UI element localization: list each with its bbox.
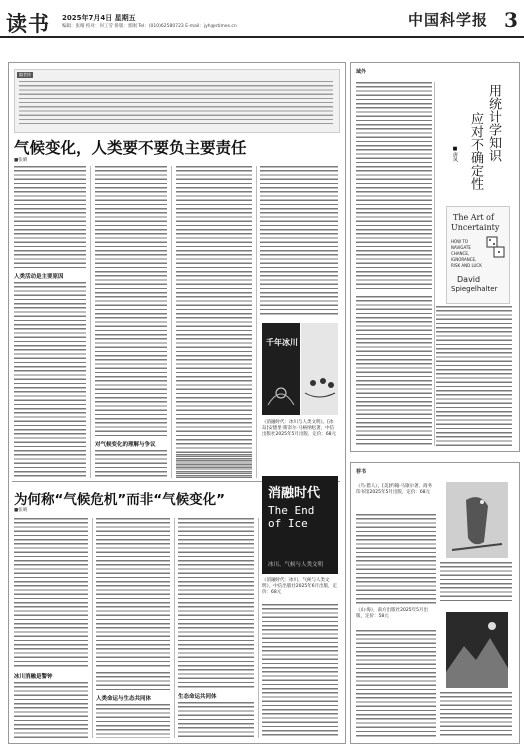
issue-date: 2025年7月4日 星期五 [62,14,136,22]
book2-title: 消融时代 [268,486,321,501]
book1-caption: 《消融时代：冰川与人类文明》，[冰岛]安德里·斯奈尔·马格纳松著，中信出版社2025年5月出版，定价：68元 [262,420,337,437]
page-number: 3 [504,8,518,32]
second-subhead-3: 生态命运共同体 [178,694,217,700]
mountain-illustration [446,612,508,688]
aou-tagline-1: HOW TO [451,239,468,244]
column-rule [434,82,435,446]
feature-subhead-1: 人类活动是主要原因 [14,274,64,280]
feature-col-2b [95,450,167,478]
book-cover-art-of-uncertainty [446,206,510,304]
recommend-col-2 [356,630,436,738]
paper-name: 中国科学报 [408,11,489,29]
second-byline: ■张晴 [14,508,28,513]
editor-line: 编辑：张晴 校对：何工劳 排版：郭刚 Tel：(010)62580723 E-mail：jyh@stimes.cn [62,24,237,29]
column-rule [92,518,93,738]
book-cover-bird [446,482,508,558]
column-rule [256,166,257,478]
second-col-4 [262,604,338,738]
feature-col-3 [176,166,252,478]
feature-headline: 气候变化，人类要不要负主要责任 [14,139,247,157]
book-cover-end-of-ice [262,476,338,574]
column-rule [174,518,175,738]
intro-text-block [19,81,333,127]
overseas-col-2 [436,306,512,446]
book-title: 千年冰川 [266,337,298,347]
second-subhead-2: 人类命运与生态共同体 [96,696,152,702]
aou-tagline-4: IGNORANCE, [451,257,477,262]
recommend-col-1 [356,514,436,604]
book-cover-glacier [262,323,300,415]
overseas-vertical-title-1: 用统计学知识 [486,84,501,162]
overseas-vertical-title-2: 应对不确定性 [468,112,483,190]
feature-col-4 [260,166,338,316]
second-col-1 [14,518,88,668]
overseas-col-1 [356,82,432,292]
recommend-col-2b [440,692,512,738]
recommend-item-1-caption: 《鸟·猎人》，[美]约翰·马歇尔著，商务印书馆2025年5月出版，定价：68元 [356,484,433,495]
book2-caption: 《消融时代：冰川、气候与人类文明》，中信出版社2025年6月出版，定价：68元 [262,578,338,595]
second-headline: 为何称“气候危机”而非“气候变化” [14,492,225,508]
book-cover-art [262,323,300,415]
book-cover-mountain [446,612,508,688]
feature-col-4b [176,454,252,478]
second-col-1b [14,682,88,738]
overseas-col-1b [356,296,432,446]
aou-tagline-3: CHANCE, [451,251,470,256]
feature-byline: ■张晴 [14,158,28,163]
second-col-3 [178,518,254,688]
feature-subhead-2: 对气候变化的理解与争议 [95,442,156,448]
second-col-2 [96,518,170,668]
aou-title-2: Uncertainty [451,223,500,232]
second-col-2b [96,672,170,692]
column-rule [171,166,172,478]
aou-author-2: Spiegelhalter [451,285,498,293]
aou-tagline-2: NAVIGATE [451,245,471,250]
second-subhead-1: 冰川消融是警钟 [14,674,53,680]
second-col-2c [96,704,170,738]
column-rule [258,518,259,738]
aou-author-1: David [457,275,481,284]
recommend-item-2-caption: 《山·海》，南方出版社2025年5月出版，定价：58元 [356,608,428,619]
feature-col-2 [95,166,167,436]
second-col-3b [178,702,254,738]
recommend-col-1b [440,562,512,602]
section-title: 读书 [6,11,50,36]
masthead-rule [0,36,524,38]
feature-col-1 [14,166,86,270]
intro-tag: 编者按 [19,72,31,77]
recommend-tag: 荐书 [356,469,367,475]
overseas-tag: 域外 [356,69,367,75]
aou-title-1: The Art of [453,213,494,222]
figures-illustration [301,323,338,415]
book2-subtitle-cn: 冰川、气候与人类文明 [268,562,324,568]
overseas-byline: ■唐风 [452,146,458,162]
bird-illustration [446,482,508,558]
aou-tagline-5: RISK AND LUCK [451,263,482,268]
book2-subtitle-en: The End of Ice [268,504,315,530]
dice-icon [485,235,507,261]
intro-box [14,69,340,133]
column-rule [90,166,91,478]
feature-col-1b [14,282,86,478]
book-cover-glacier-side [301,323,338,415]
